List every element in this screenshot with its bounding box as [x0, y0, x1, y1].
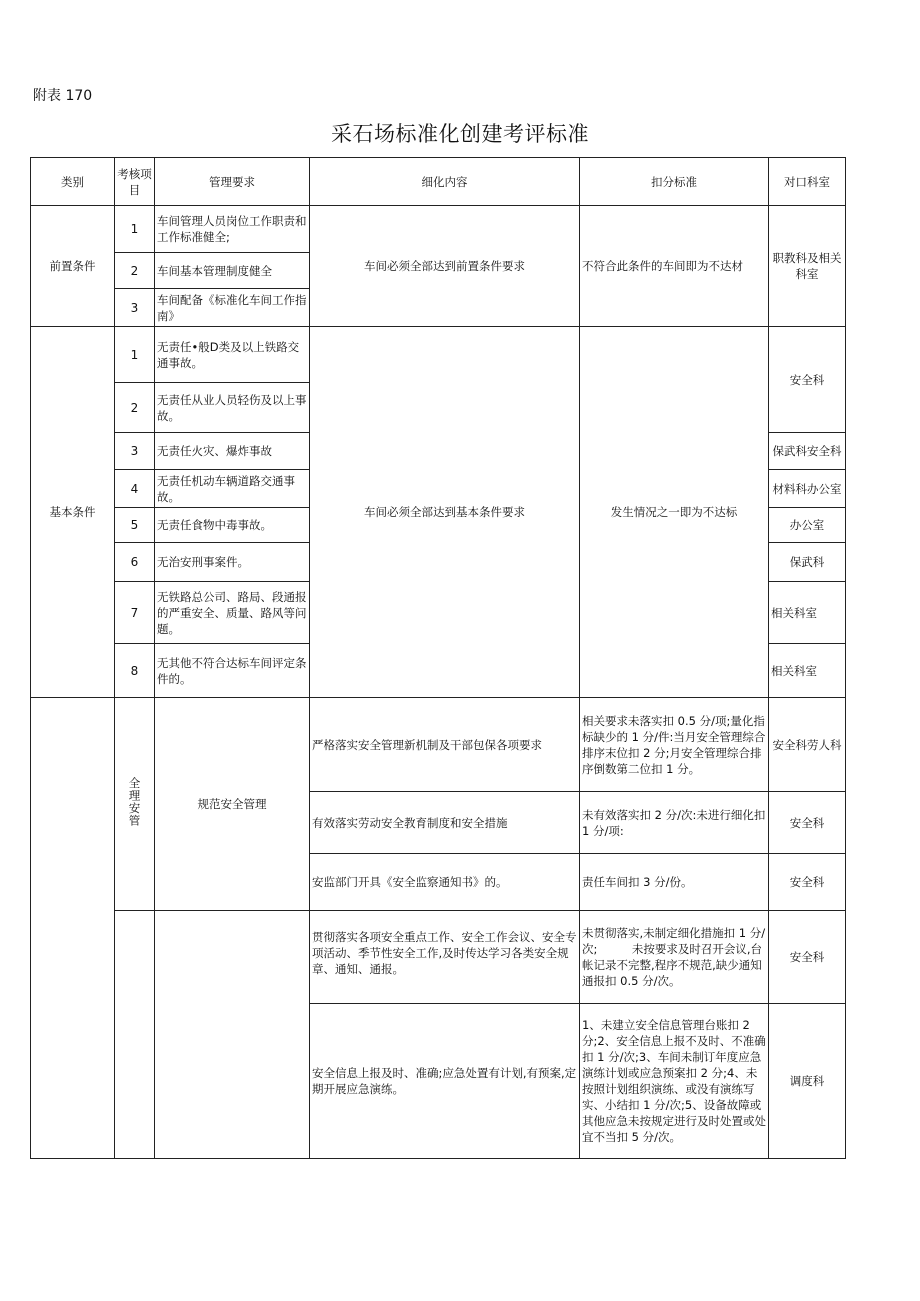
dept-cell: 保武科 — [769, 543, 846, 582]
header-row — [31, 158, 846, 206]
mgmt-req-cell: 车间基本管理制度健全 — [155, 253, 310, 289]
detail-cell: 有效落实劳动安全教育制度和安全措施 — [310, 792, 580, 854]
dept-cell: 职教科及相关科室 — [769, 206, 846, 327]
detail-cell: 贯彻落实各项安全重点工作、安全工作会议、安全专项活动、季节性安全工作,及时传达学习各类安全规章、通知、通报。 — [310, 911, 580, 1004]
deduction-cell: 责任车间扣 3 分/份。 — [580, 854, 769, 911]
header-detail: 细化内容 — [310, 158, 580, 206]
dept-cell: 保武科安全科 — [769, 433, 846, 470]
deduction-cell: 不符合此条件的车间即为不达材 — [580, 206, 769, 327]
mgmt-req-cell — [155, 911, 310, 1159]
dept-cell: 调度科 — [769, 1004, 846, 1159]
item-no: 7 — [115, 582, 155, 644]
item-no: 1 — [115, 327, 155, 383]
detail-cell: 安监部门开具《安全监察通知书》的。 — [310, 854, 580, 911]
deduction-cell: 相关要求未落实扣 0.5 分/项;量化指标缺少的 1 分/件:当月安全管理综合排序末位扣 2 分;月安全管理综合排序倒数第二位扣 1 分。 — [580, 698, 769, 792]
detail-cell: 车间必须全部达到前置条件要求 — [310, 206, 580, 327]
dept-cell: 材料科办公室 — [769, 470, 846, 508]
deduction-cell: 发生情况之一即为不达标 — [580, 327, 769, 698]
table-row — [31, 698, 846, 792]
item-no: 4 — [115, 470, 155, 508]
mgmt-req-cell: 车间配备《标准化车间工作指南》 — [155, 289, 310, 327]
item-no: 3 — [115, 433, 155, 470]
mgmt-req-cell: 无责任•般D类及以上铁路交通事故。 — [155, 327, 310, 383]
deduction-cell: 未贯彻落实,未制定细化措施扣 1 分/次; 未按要求及时召开会议,台帐记录不完整,程序不规范,缺少通知通报扣 0.5 分/次。 — [580, 911, 769, 1004]
detail-cell: 安全信息上报及时、准确;应急处置有计划,有预案,定期开展应急演练。 — [310, 1004, 580, 1159]
header-item-no: 考核项目 — [115, 158, 155, 206]
item-no: 3 — [115, 289, 155, 327]
item-no: 6 — [115, 543, 155, 582]
sub-category-cell — [115, 698, 155, 911]
mgmt-req-cell: 无责任火灾、爆炸事故 — [155, 433, 310, 470]
mgmt-req-cell: 无责任从业人员轻伤及以上事故。 — [155, 383, 310, 433]
dept-cell: 安全科劳人科 — [769, 698, 846, 792]
deduction-cell: 未有效落实扣 2 分/次:未进行细化扣 1 分/项: — [580, 792, 769, 854]
sub-category-cell — [115, 911, 155, 1159]
item-no: 5 — [115, 508, 155, 543]
standards-table — [30, 157, 846, 1159]
mgmt-req-cell: 无其他不符合达标车间评定条件的。 — [155, 644, 310, 698]
detail-cell: 车间必须全部达到基本条件要求 — [310, 327, 580, 698]
appendix-label: 附表 170 — [33, 88, 93, 104]
dept-cell: 安全科 — [769, 792, 846, 854]
header-dept: 对口科室 — [769, 158, 846, 206]
mgmt-req-cell: 无铁路总公司、路局、段通报的严重安全、质量、路风等问题。 — [155, 582, 310, 644]
dept-cell: 办公室 — [769, 508, 846, 543]
detail-cell: 严格落实安全管理新机制及干部包保各项要求 — [310, 698, 580, 792]
table-row — [31, 206, 846, 253]
item-no: 8 — [115, 644, 155, 698]
table-row — [31, 327, 846, 383]
table-row — [31, 911, 846, 1004]
category-cell: 基本条件 — [31, 327, 115, 698]
header-deduction: 扣分标准 — [580, 158, 769, 206]
item-no: 2 — [115, 253, 155, 289]
category-cell — [31, 698, 115, 1159]
item-no: 2 — [115, 383, 155, 433]
sub-category-label: 全理安管 — [127, 777, 142, 827]
deduction-cell: 1、未建立安全信息管理台账扣 2 分;2、安全信息上报不及时、不准确扣 1 分/次;3、车间未制订年度应急演练计划或应急预案扣 2 分;4、未按照计划组织演练、或没有演练写实、小结扣 1 分/次;5、设备故障或其他应急未按规定进行及时处置或处宜不当扣 5 分/次。 — [580, 1004, 769, 1159]
mgmt-req-cell: 无责任食物中毒事故。 — [155, 508, 310, 543]
header-mgmt-req: 管理要求 — [155, 158, 310, 206]
header-category: 类别 — [31, 158, 115, 206]
mgmt-req-cell: 车间管理人员岗位工作职责和工作标准健全; — [155, 206, 310, 253]
page-title: 采石场标准化创建考评标准 — [331, 122, 589, 146]
dept-cell: 安全科 — [769, 327, 846, 433]
item-no: 1 — [115, 206, 155, 253]
dept-cell: 相关科室 — [769, 644, 846, 698]
mgmt-req-cell: 无治安刑事案件。 — [155, 543, 310, 582]
dept-cell: 相关科室 — [769, 582, 846, 644]
category-cell: 前置条件 — [31, 206, 115, 327]
mgmt-req-cell: 无责任机动车辆道路交通事故。 — [155, 470, 310, 508]
dept-cell: 安全科 — [769, 911, 846, 1004]
mgmt-req-cell: 规范安全管理 — [155, 698, 310, 911]
dept-cell: 安全科 — [769, 854, 846, 911]
